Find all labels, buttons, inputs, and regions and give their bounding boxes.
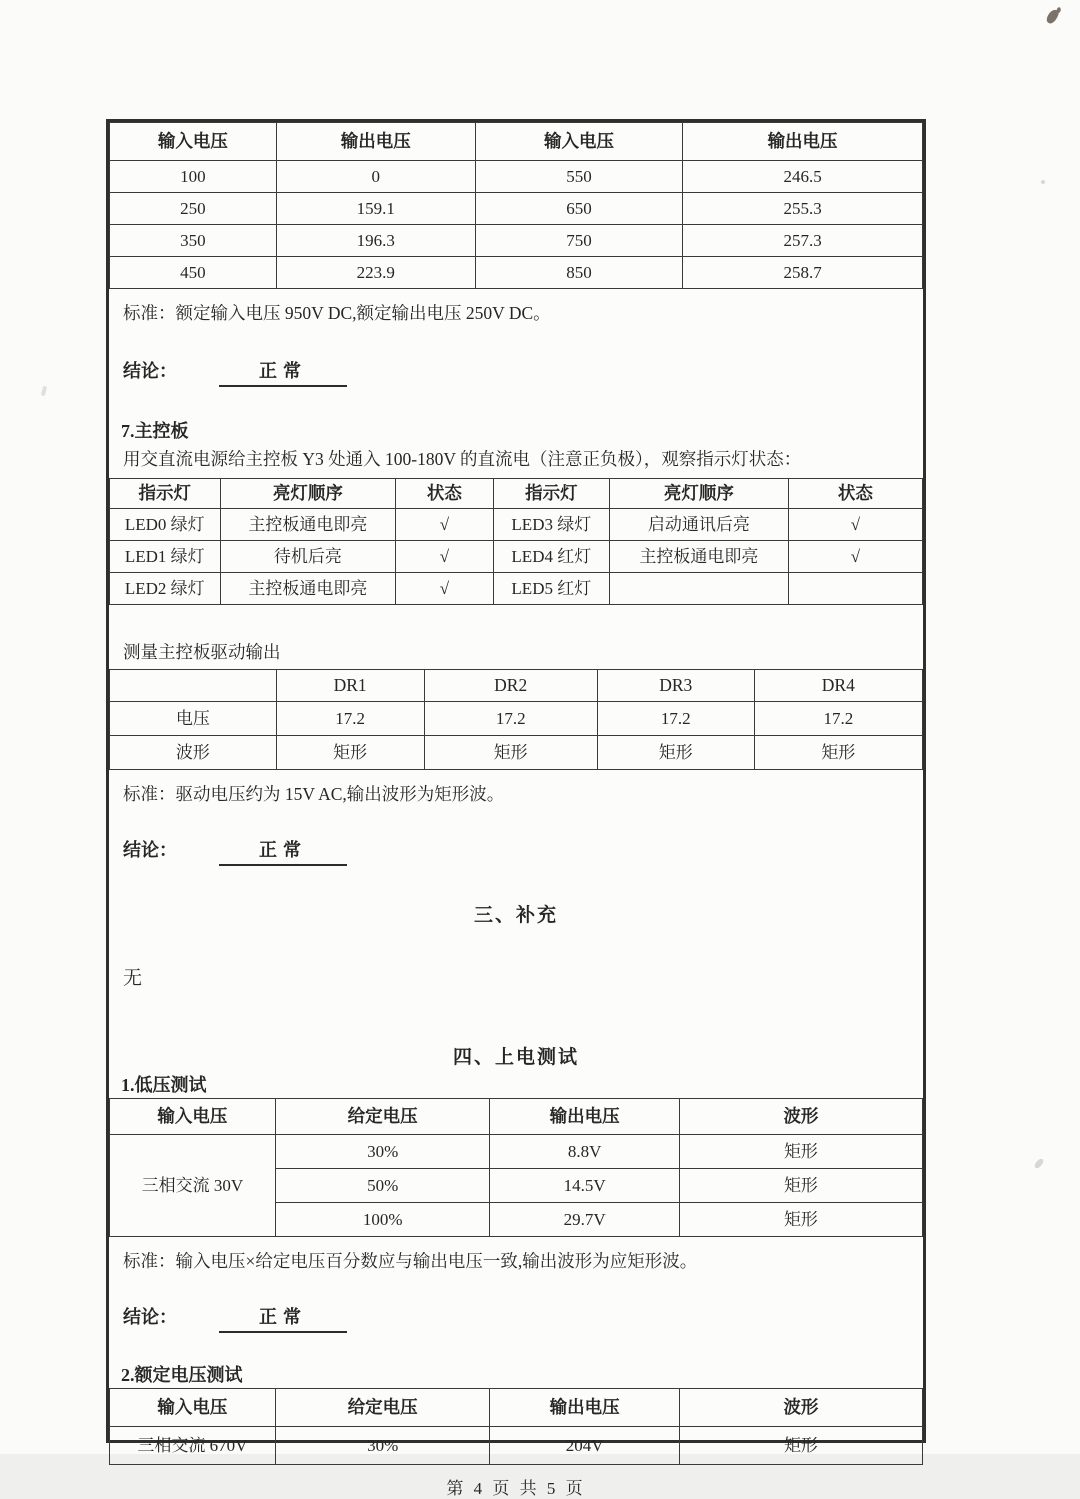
low-voltage-test-title: 1.低压测试: [121, 1075, 207, 1095]
column-header: 输出电压: [490, 1099, 679, 1135]
table-cell: 主控板通电即亮: [609, 541, 788, 573]
table-row: [110, 225, 923, 257]
table-cell: 350: [110, 225, 277, 257]
table-cell: 650: [475, 193, 682, 225]
table-row: [110, 541, 923, 573]
drive-output-caption: 测量主控板驱动输出: [123, 642, 281, 662]
table-cell: 196.3: [276, 225, 475, 257]
data-table: [109, 669, 923, 770]
table-cell: 750: [475, 225, 682, 257]
table-row: [110, 573, 923, 605]
table-cell: LED1 绿灯: [110, 541, 221, 573]
section-7-title: 7.主控板: [121, 421, 189, 441]
table-row: [110, 736, 923, 770]
table-header-row: [110, 123, 923, 161]
column-header: 亮灯顺序: [220, 479, 396, 509]
output-voltage-table: [109, 122, 923, 289]
supplement-heading: 三、补充: [473, 905, 558, 926]
table-cell: LED0 绿灯: [110, 509, 221, 541]
column-header: 输入电压: [475, 123, 682, 161]
table-cell: 矩形: [679, 1427, 922, 1465]
table-cell: 17.2: [754, 702, 922, 736]
table-row: [110, 702, 923, 736]
table-cell: 255.3: [683, 193, 923, 225]
conclusion-row: [123, 836, 923, 866]
table-cell: 矩形: [679, 1169, 922, 1203]
standard-note: 标准：额定输入电压 950V DC,额定输出电压 250V DC。: [123, 303, 551, 323]
table-cell: √: [788, 509, 922, 541]
column-header: 输入电压: [110, 1389, 276, 1427]
table-cell: 30%: [275, 1135, 490, 1169]
table-cell: 三相交流 30V: [110, 1135, 276, 1237]
scan-smudge-artifact: [1033, 1157, 1045, 1169]
table-header-row: [110, 1099, 923, 1135]
table-row: [110, 257, 923, 289]
table-cell: 159.1: [276, 193, 475, 225]
table-cell: 矩形: [679, 1135, 922, 1169]
table-cell: 17.2: [424, 702, 597, 736]
report-content-frame: [106, 119, 926, 1498]
power-on-test-heading: 四、上电测试: [452, 1047, 579, 1068]
drive-output-table: [109, 669, 923, 770]
table-cell: 204V: [490, 1427, 679, 1465]
table-cell: 14.5V: [490, 1169, 679, 1203]
table-header-row: [110, 1389, 923, 1427]
table-cell: 矩形: [597, 736, 754, 770]
column-header: DR3: [597, 670, 754, 702]
table-cell: 矩形: [276, 736, 424, 770]
conclusion-value: 正常: [219, 1303, 347, 1333]
indicator-led-table: [109, 478, 923, 605]
table-cell: √: [396, 573, 494, 605]
rated-voltage-test-title: 2.额定电压测试: [121, 1365, 243, 1385]
table-cell: 550: [475, 161, 682, 193]
table-cell: 246.5: [683, 161, 923, 193]
table-cell: [788, 573, 922, 605]
column-header: 给定电压: [275, 1389, 490, 1427]
table-cell: 223.9: [276, 257, 475, 289]
table-cell: 257.3: [683, 225, 923, 257]
supplement-content: 无: [123, 968, 143, 989]
conclusion-label: 结论：: [123, 1307, 177, 1327]
table-cell: 波形: [110, 736, 277, 770]
table-row: [110, 509, 923, 541]
table-cell: 主控板通电即亮: [220, 509, 396, 541]
table-cell: √: [396, 541, 494, 573]
conclusion-row: [123, 357, 923, 387]
column-header: 给定电压: [275, 1099, 490, 1135]
table-cell: 850: [475, 257, 682, 289]
table-cell: 三相交流 670V: [110, 1427, 276, 1465]
standard-note: 标准：驱动电压约为 15V AC,输出波形为矩形波。: [123, 784, 505, 804]
conclusion-value: 正常: [219, 836, 347, 866]
table-cell: 17.2: [276, 702, 424, 736]
section-7-description: 用交直流电源给主控板 Y3 处通入 100-180V 的直流电（注意正负极），观察指示灯状态：: [123, 449, 802, 469]
column-header: 输出电压: [683, 123, 923, 161]
table-row: [110, 193, 923, 225]
table-cell: 矩形: [679, 1203, 922, 1237]
table-header-row: [110, 670, 923, 702]
data-table: [109, 1388, 923, 1465]
table-cell: 450: [110, 257, 277, 289]
column-header: 亮灯顺序: [609, 479, 788, 509]
table-cell: LED4 红灯: [493, 541, 609, 573]
column-header: DR1: [276, 670, 424, 702]
table-cell: 矩形: [424, 736, 597, 770]
table-cell: 8.8V: [490, 1135, 679, 1169]
table-header-row: [110, 479, 923, 509]
column-header: 指示灯: [110, 479, 221, 509]
table-cell: 258.7: [683, 257, 923, 289]
data-table: [109, 478, 923, 605]
column-header: 输出电压: [276, 123, 475, 161]
table-cell: LED2 绿灯: [110, 573, 221, 605]
column-header: 波形: [679, 1099, 922, 1135]
column-header: 输入电压: [110, 1099, 276, 1135]
column-header: 输入电压: [110, 123, 277, 161]
table-cell: 主控板通电即亮: [220, 573, 396, 605]
conclusion-label: 结论：: [123, 840, 177, 860]
table-cell: √: [396, 509, 494, 541]
column-header: 波形: [679, 1389, 922, 1427]
scan-smudge-artifact: [41, 386, 47, 397]
low-voltage-test-table: [109, 1098, 923, 1237]
data-table: [109, 122, 923, 289]
rated-voltage-test-table: [109, 1388, 923, 1465]
table-cell: 100%: [275, 1203, 490, 1237]
table-cell: 250: [110, 193, 277, 225]
table-row: [110, 161, 923, 193]
table-cell: [609, 573, 788, 605]
table-cell: 0: [276, 161, 475, 193]
table-row: [110, 1427, 923, 1465]
table-cell: √: [788, 541, 922, 573]
table-cell: 30%: [275, 1427, 490, 1465]
table-cell: 29.7V: [490, 1203, 679, 1237]
page-number-footer: 第 4 页 共 5 页: [446, 1479, 586, 1498]
table-cell: 待机后亮: [220, 541, 396, 573]
table-cell: 电压: [110, 702, 277, 736]
conclusion-label: 结论：: [123, 361, 177, 381]
table-cell: 矩形: [754, 736, 922, 770]
table-cell: 启动通讯后亮: [609, 509, 788, 541]
table-cell: 50%: [275, 1169, 490, 1203]
column-header: DR4: [754, 670, 922, 702]
ink-blot-artifact: [1045, 8, 1060, 25]
conclusion-value: 正常: [219, 357, 347, 387]
column-header: 状态: [396, 479, 494, 509]
column-header: 输出电压: [490, 1389, 679, 1427]
scan-dot-artifact: [1041, 180, 1045, 184]
column-header: DR2: [424, 670, 597, 702]
column-header: [110, 670, 277, 702]
table-row: [110, 1135, 923, 1169]
data-table: [109, 1098, 923, 1237]
table-cell: 17.2: [597, 702, 754, 736]
table-cell: LED3 绿灯: [493, 509, 609, 541]
column-header: 状态: [788, 479, 922, 509]
conclusion-row: [123, 1303, 923, 1333]
standard-note: 标准：输入电压×给定电压百分数应与输出电压一致,输出波形为应矩形波。: [123, 1251, 698, 1271]
table-cell: LED5 红灯: [493, 573, 609, 605]
column-header: 指示灯: [493, 479, 609, 509]
table-cell: 100: [110, 161, 277, 193]
